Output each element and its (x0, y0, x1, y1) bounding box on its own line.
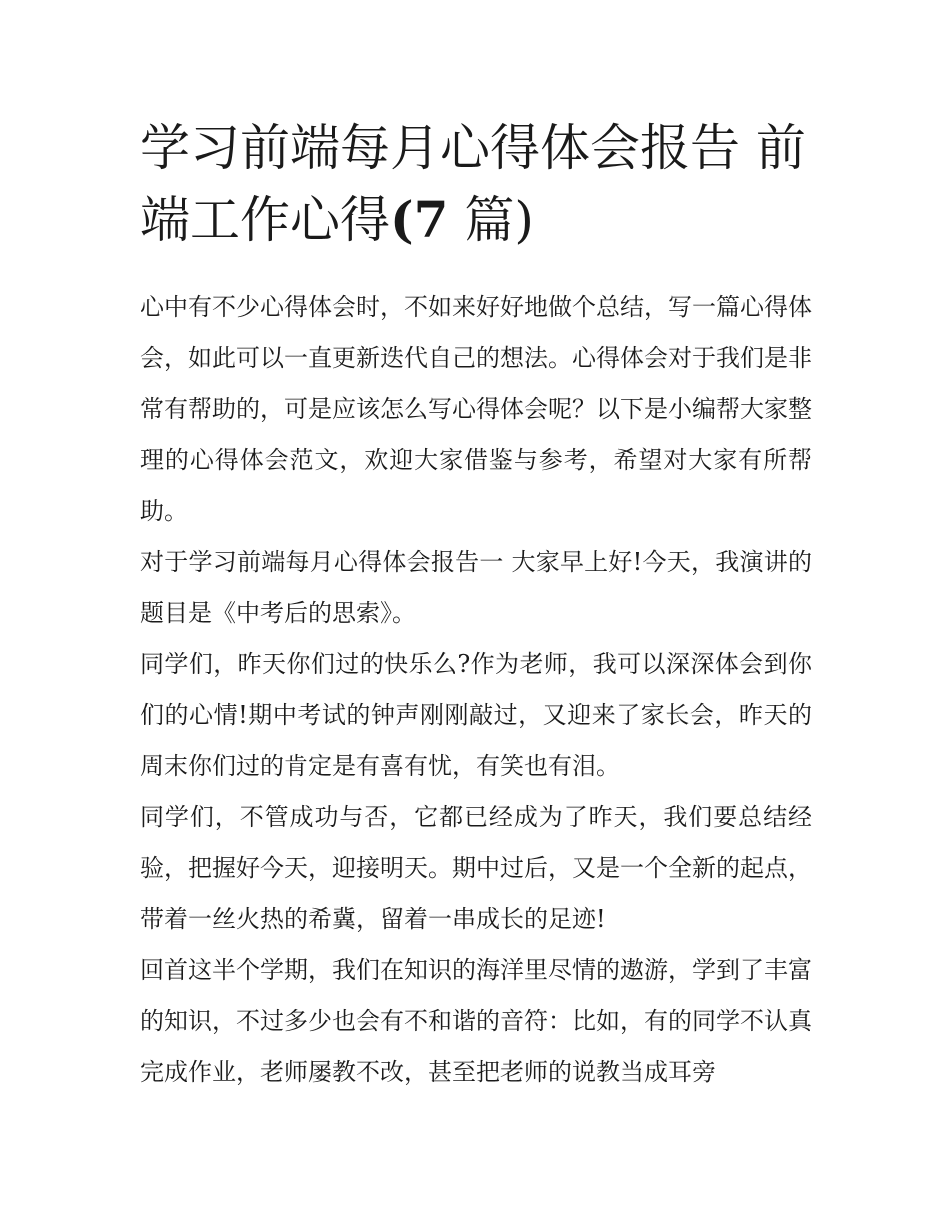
paragraph-3: 同学们，昨天你们过的快乐么?作为老师，我可以深深体会到你们的心情!期中考试的钟声刚刚敲过，又迎来了家长会，昨天的周末你们过的肯定是有喜有忧，有笑也有泪。 (140, 650, 812, 780)
title-line-1: 学习前端每月心得体会报告 前 (140, 119, 806, 177)
paragraph-2: 对于学习前端每月心得体会报告一 大家早上好!今天，我演讲的题目是《中考后的思索》。 (140, 548, 812, 627)
paragraph-4: 同学们，不管成功与否，它都已经成为了昨天，我们要总结经验，把握好今天，迎接明天。期中过后，又是一个全新的起点，带着一丝火热的希冀，留着一串成长的足迹! (140, 803, 812, 933)
title-line-2-number: (7 (390, 190, 449, 249)
document-content (140, 112, 812, 1098)
document-body (140, 282, 812, 1098)
document-title (140, 112, 812, 256)
title-line-2-text: 端工作心得 (140, 191, 390, 249)
paragraph-5: 回首这半个学期，我们在知识的海洋里尽情的遨游，学到了丰富的知识，不过多少也会有不和谐的音符：比如，有的同学不认真完成作业，老师屡教不改，甚至把老师的说教当成耳旁 (140, 956, 812, 1086)
title-line-2-end: 篇) (448, 191, 534, 249)
paragraph-1: 心中有不少心得体会时，不如来好好地做个总结，写一篇心得体会，如此可以一直更新迭代自己的想法。心得体会对于我们是非常有帮助的，可是应该怎么写心得体会呢？以下是小编帮大家整理的心得体会范文，欢迎大家借鉴与参考，希望对大家有所帮助。 (140, 293, 812, 525)
